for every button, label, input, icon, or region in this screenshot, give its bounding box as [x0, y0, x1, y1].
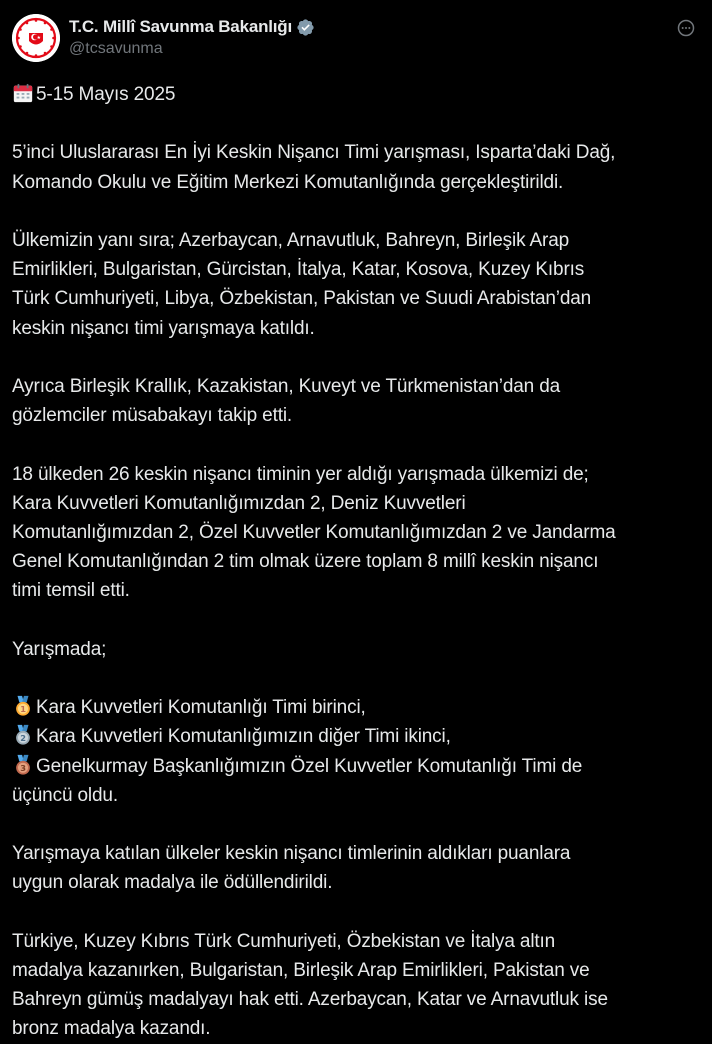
paragraph-line: madalya kazanırken, Bulgaristan, Birleşik Arap Emirlikleri, Pakistan ve — [12, 959, 590, 981]
verified-badge-icon[interactable] — [296, 18, 315, 37]
paragraph-line: Ayrıca Birleşik Krallık, Kazakistan, Kuveyt ve Türkmenistan’dan da — [12, 375, 561, 397]
paragraph-6 — [12, 839, 700, 897]
medal-2-text: Kara Kuvvetleri Komutanlığımızın diğer Timi ikinci, — [36, 726, 451, 748]
date-line — [12, 80, 700, 109]
paragraph-line: Ülkemizin yanı sıra; Azerbaycan, Arnavutluk, Bahreyn, Birleşik Arap — [12, 229, 570, 251]
crescent-star-emblem-icon — [12, 14, 60, 62]
paragraph-line: Yarışmaya katılan ülkeler keskin nişancı timlerinin aldıkları puanlara — [12, 843, 571, 865]
paragraph-1-text: 5’inci Uluslararası En İyi Keskin Nişancı Timi yarışması, Isparta’daki Dağ, Komando Okulu ve Eğitim Merkezi Komutanlığında gerçekleştirildi. — [12, 142, 616, 193]
name-row — [69, 15, 315, 39]
second-place-medal-icon — [12, 724, 34, 746]
paragraph-1 — [12, 138, 700, 196]
paragraph-line: Bahreyn gümüş madalyayı hak etti. Azerbaycan, Katar ve Arnavutluk ise — [12, 989, 608, 1011]
paragraph-4 — [12, 460, 700, 606]
svg-text:2: 2 — [20, 733, 26, 744]
paragraph-3 — [12, 372, 700, 430]
paragraph-line: uygun olarak madalya ile ödüllendirildi. — [12, 872, 333, 894]
svg-text:1: 1 — [20, 704, 26, 715]
paragraph-2 — [12, 226, 700, 343]
account-handle[interactable]: @tcsavunma — [69, 40, 163, 57]
paragraph-line: gözlemciler müsabakayı takip etti. — [12, 405, 293, 427]
paragraph-line: keskin nişancı timi yarışmaya katıldı. — [12, 317, 315, 339]
display-name[interactable]: T.C. Millî Savunma Bakanlığı — [69, 17, 293, 36]
paragraph-line: Türk Cumhuriyeti, Libya, Özbekistan, Pakistan ve Suudi Arabistan’dan — [12, 288, 592, 310]
medal-1-text: Kara Kuvvetleri Komutanlığı Timi birinci, — [36, 697, 366, 719]
paragraph-line: Emirlikleri, Bulgaristan, Gürcistan, İtalya, Katar, Kosova, Kuzey Kıbrıs — [12, 259, 585, 281]
calendar-icon — [12, 82, 34, 104]
medal-3-line-1: Genelkurmay Başkanlığımızın Özel Kuvvetler Komutanlığı Timi de — [36, 755, 583, 777]
tweet-text — [12, 80, 700, 1044]
tweet-header — [12, 14, 700, 64]
paragraph-7 — [12, 927, 700, 1044]
medal-list — [12, 693, 700, 810]
paragraph-line: timi temsil etti. — [12, 580, 130, 602]
paragraph-line: Genel Komutanlığından 2 tim olmak üzere toplam 8 millî keskin nişancı — [12, 551, 599, 573]
avatar[interactable] — [12, 14, 60, 62]
paragraph-line: bronz madalya kazandı. — [12, 1018, 211, 1040]
paragraph-line: Türkiye, Kuzey Kıbrıs Türk Cumhuriyeti, Özbekistan ve İtalya altın — [12, 930, 556, 952]
date-text: 5-15 Mayıs 2025 — [36, 84, 176, 105]
first-place-medal-icon — [12, 695, 34, 717]
paragraph-line: Komutanlığımızdan 2, Özel Kuvvetler Komutanlığımızdan 2 ve Jandarma — [12, 521, 616, 543]
paragraph-5 — [12, 635, 700, 664]
third-place-medal-icon — [12, 754, 34, 776]
paragraph-line: Kara Kuvvetleri Komutanlığımızdan 2, Deniz Kuvvetleri — [12, 492, 466, 514]
paragraph-5-text: Yarışmada; — [12, 638, 107, 660]
more-options-button[interactable] — [672, 16, 700, 40]
more-options-icon — [676, 18, 696, 38]
paragraph-line: 18 ülkeden 26 keskin nişancı timinin yer aldığı yarışmada ülkemizi de; — [12, 463, 589, 485]
svg-text:3: 3 — [20, 762, 26, 773]
medal-3-line-2: üçüncü oldu. — [12, 784, 118, 806]
